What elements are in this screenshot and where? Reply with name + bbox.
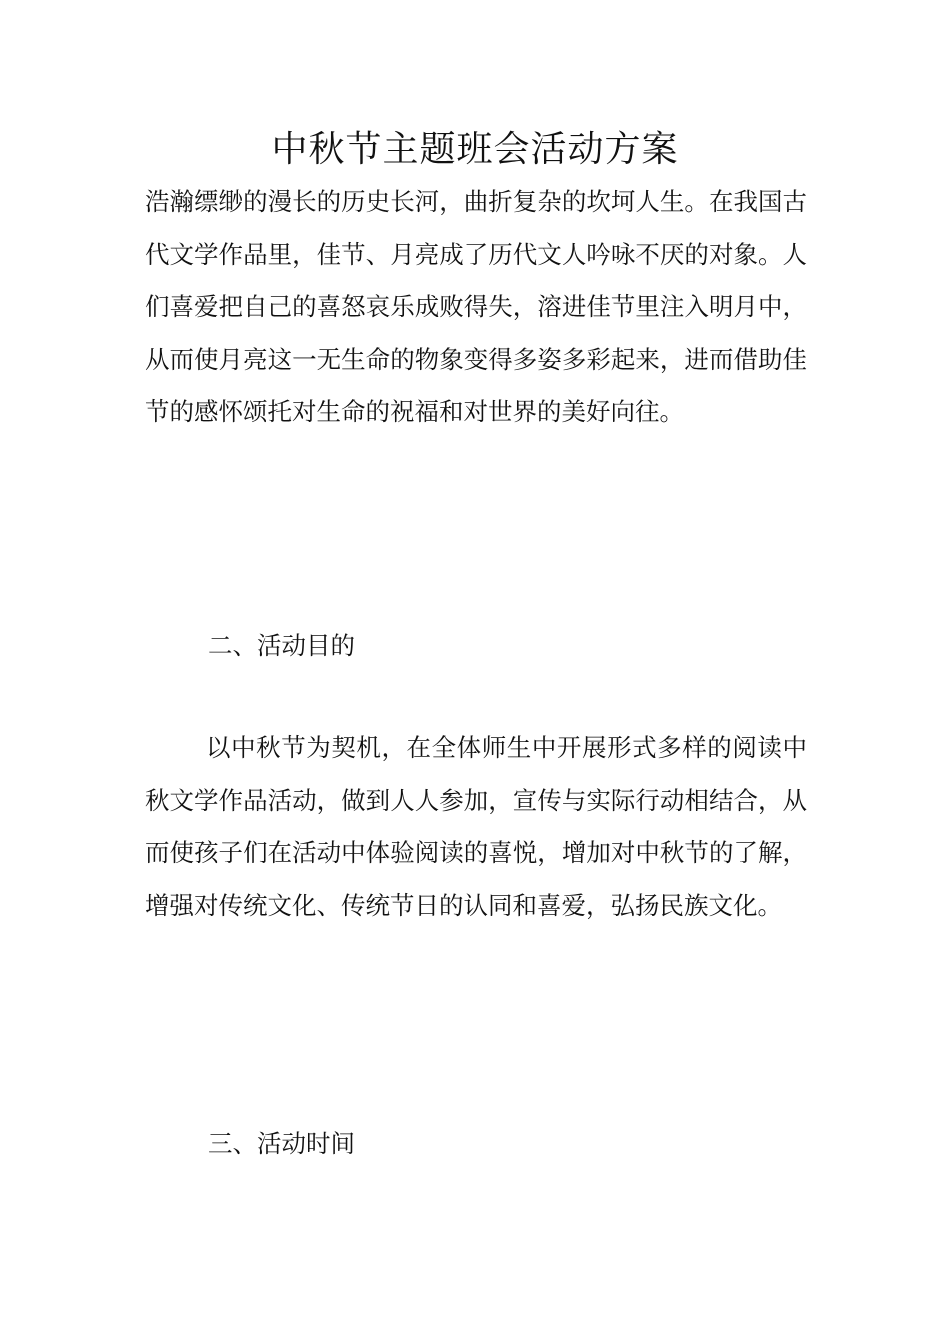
section-heading-purpose: 二、活动目的 bbox=[208, 631, 355, 660]
section-heading-time: 三、活动时间 bbox=[208, 1129, 355, 1158]
purpose-paragraph: 以中秋节为契机，在全体师生中开展形式多样的阅读中秋文学作品活动，做到人人参加，宣传与实际行动相结合，从而使孩子们在活动中体验阅读的喜悦，增加对中秋节的了解，增强对传统文化、传统节日的认同和喜爱，弘扬民族文化。 bbox=[145, 733, 807, 920]
page-title: 中秋节主题班会活动方案 bbox=[271, 129, 679, 170]
intro-paragraph: 浩瀚缥缈的漫长的历史长河，曲折复杂的坎坷人生。在我国古代文学作品里，佳节、月亮成了历代文人吟咏不厌的对象。人们喜爱把自己的喜怒哀乐成败得失，溶进佳节里注入明月中，从而使月亮这一无生命的物象变得多姿多彩起来，进而借助佳节的感怀颂托对生命的祝福和对世界的美好向往。 bbox=[145, 187, 807, 426]
